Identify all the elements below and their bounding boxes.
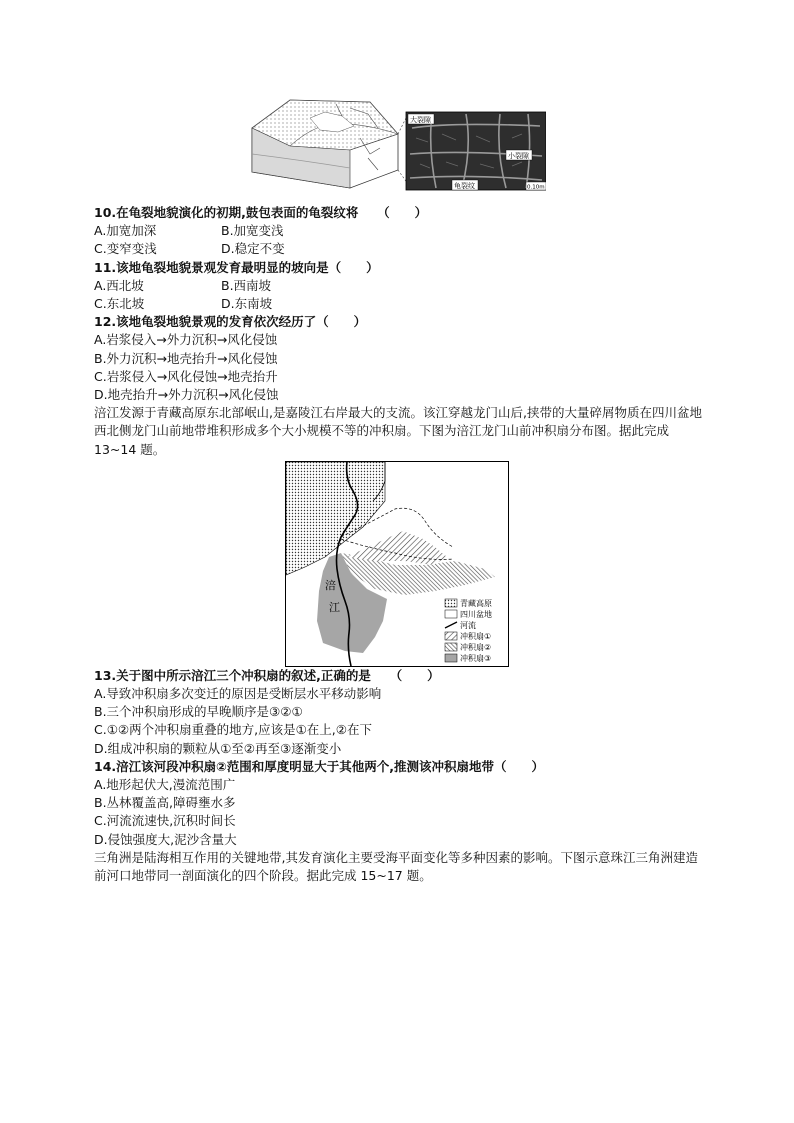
q14-option-d: D.侵蚀强度大,泥沙含量大 — [94, 831, 237, 847]
crack-pattern-label: 龟裂纹 — [454, 182, 475, 190]
q14-option-b: B.丛林覆盖高,障碍壅水多 — [94, 795, 236, 811]
q11-options-row2 — [94, 295, 704, 313]
legend-fan-2: 冲积扇② — [460, 642, 492, 652]
q10-options-row2 — [94, 240, 704, 258]
q13-stem: 13.关于图中所示涪江三个冲积扇的叙述,正确的是 （ ） — [94, 667, 440, 683]
legend-river: 河流 — [460, 620, 476, 630]
big-crack-label: 大裂隙 — [410, 116, 431, 124]
q11-option-a: A.西北坡 — [94, 277, 144, 293]
river-label-jiang: 江 — [329, 600, 340, 614]
legend-plateau: 青藏高原 — [460, 598, 492, 608]
q12-option-b: B.外力沉积→地壳抬升→风化侵蚀 — [94, 350, 278, 366]
legend-basin: 四川盆地 — [460, 609, 492, 619]
q10-option-c: C.变窄变浅 — [94, 241, 157, 257]
q10-options-row1 — [94, 222, 704, 240]
q13-option-a: A.导致冲积扇多次变迁的原因是受断层水平移动影响 — [94, 686, 382, 702]
q13-option-d: D.组成冲积扇的颗粒从①至②再至③逐渐变小 — [94, 740, 342, 756]
river-label-fu: 涪 — [325, 578, 336, 592]
small-crack-label: 小裂隙 — [508, 152, 529, 160]
q11-options-row1 — [94, 277, 704, 295]
q12-option-d: D.地壳抬升→外力沉积→风化侵蚀 — [94, 387, 279, 403]
q12-stem: 12.该地龟裂地貌景观的发育依次经历了（ ） — [94, 314, 367, 330]
q11-option-d: D.东南坡 — [221, 296, 273, 312]
legend-fan-3: 冲积扇③ — [460, 653, 492, 663]
q11-stem: 11.该地龟裂地貌景观发育最明显的坡向是（ ） — [94, 259, 379, 275]
crack-landform-figure — [250, 98, 546, 192]
legend-fan-1: 冲积扇① — [460, 631, 492, 641]
passage-delta: 三角洲是陆海相互作用的关键地带,其发育演化主要受海平面变化等多种因素的影响。下图示意珠江三角洲建造前河口地带同一剖面演化的四个阶段。据此完成 15~17 题。 — [94, 849, 698, 884]
q14-option-c: C.河流流速快,沉积时间长 — [94, 813, 236, 829]
q12-option-a: A.岩浆侵入→外力沉积→风化侵蚀 — [94, 332, 278, 348]
alluvial-fan-map — [285, 461, 509, 667]
q11-option-b: B.西南坡 — [221, 277, 272, 293]
scale-label: 0.10m — [527, 184, 545, 191]
question-content — [94, 204, 704, 885]
q10-option-a: A.加宽加深 — [94, 223, 157, 239]
q14-option-a: A.地形起伏大,漫流范围广 — [94, 777, 236, 793]
q13-option-c: C.①②两个冲积扇重叠的地方,应该是①在上,②在下 — [94, 722, 372, 738]
q10-option-d: D.稳定不变 — [221, 241, 285, 257]
q11-option-c: C.东北坡 — [94, 296, 145, 312]
figure2-wrapper — [94, 459, 704, 667]
q10-option-b: B.加宽变浅 — [221, 223, 284, 239]
passage-fujiang: 涪江发源于青藏高原东北部岷山,是嘉陵江右岸最大的支流。该江穿越龙门山后,挟带的大量碎屑物质在四川盆地西北侧龙门山前地带堆积形成多个大小规模不等的冲积扇。下图为涪江龙门山前冲积扇分布图。据此完成 13~14 题。 — [94, 405, 702, 457]
q14-stem: 14.涪江该河段冲积扇②范围和厚度明显大于其他两个,推测该冲积扇地带（ ） — [94, 758, 544, 774]
q13-option-b: B.三个冲积扇形成的早晚顺序是③②① — [94, 704, 303, 720]
q12-option-c: C.岩浆侵入→风化侵蚀→地壳抬升 — [94, 368, 278, 384]
q10-stem: 10.在龟裂地貌演化的初期,鼓包表面的龟裂纹将 （ ） — [94, 205, 428, 220]
